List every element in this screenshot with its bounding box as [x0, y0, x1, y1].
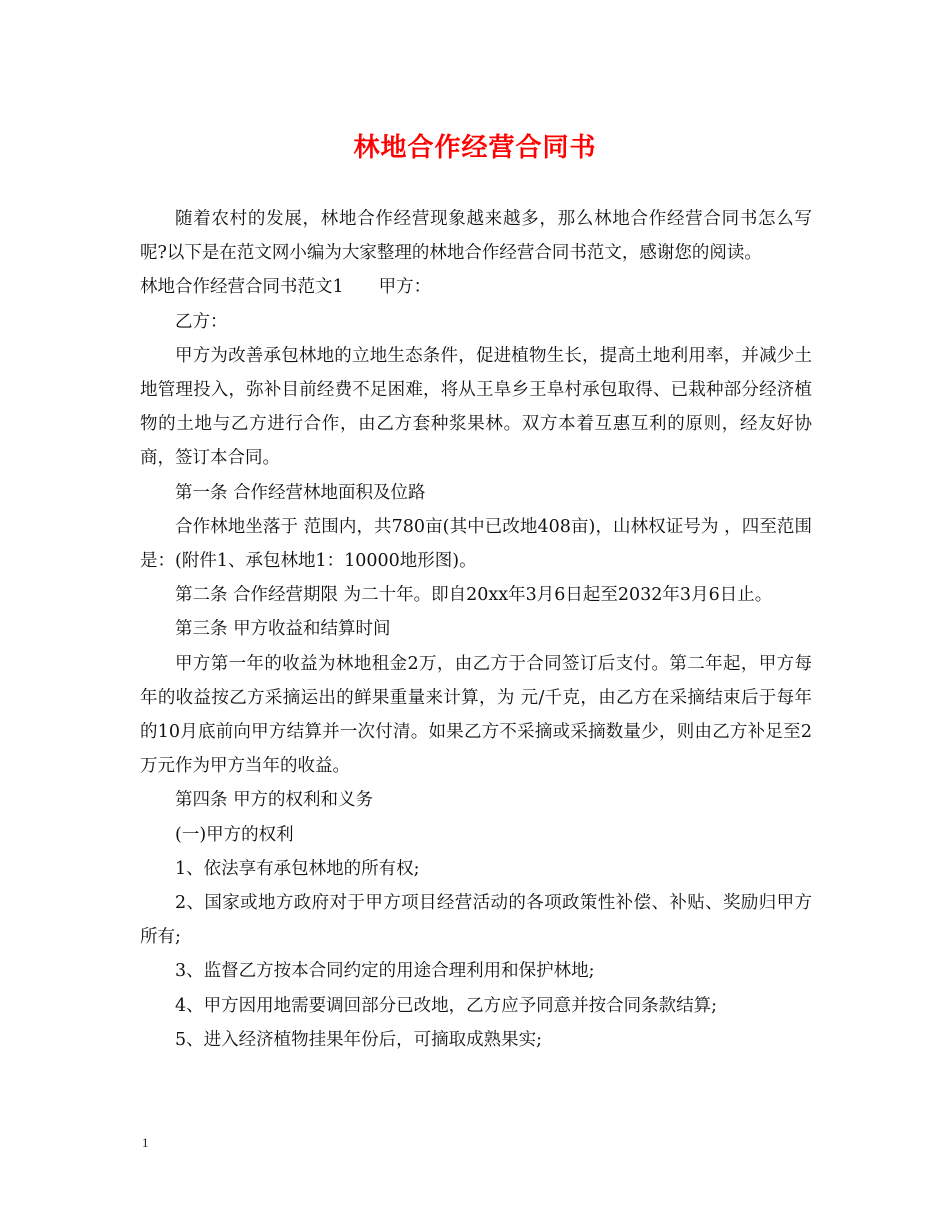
list-item: 1、依法享有承包林地的所有权; — [175, 858, 420, 879]
document-body — [140, 202, 812, 1057]
article-2-text: 第二条 合作经营期限 为二十年。即自20xx年3月6日起至2032年3月6日止。 — [175, 585, 773, 606]
article-1-heading: 第一条 合作经营林地面积及位路 — [175, 482, 426, 503]
article-3-text: 甲方第一年的收益为林地租金2万，由乙方于合同签订后支付。第二年起，甲方每年的收益按乙方采摘运出的鲜果重量来计算，为 元/千克，由乙方在采摘结束后于每年的10月底前向甲方结算并一次付清。如果乙方不采摘或采摘数量少，则由乙方补足至2万元作为甲方当年的收益。 — [140, 653, 812, 777]
document-title: 林地合作经营合同书 — [353, 133, 597, 163]
list-item: 4、甲方因用地需要调回部分已改地，乙方应予同意并按合同条款结算; — [175, 995, 718, 1016]
list-item: 2、国家或地方政府对于甲方项目经营活动的各项政策性补偿、补贴、奖励归甲方所有; — [140, 893, 812, 948]
party-b-line: 乙方： — [175, 311, 228, 332]
article-3-heading: 第三条 甲方收益和结算时间 — [175, 619, 391, 640]
sample-heading-party-a: 林地合作经营合同书范文1 甲方： — [140, 277, 432, 298]
article-4-heading: 第四条 甲方的权利和义务 — [175, 790, 374, 811]
article-1-text: 合作林地坐落于 范围内，共780亩(其中已改地408亩)，山林权证号为 ，四至范围是：(附件1、承包林地1：10000地形图)。 — [140, 516, 812, 572]
intro-paragraph: 随着农村的发展，林地合作经营现象越来越多，那么林地合作经营合同书怎么写呢?以下是在范文网小编为大家整理的林地合作经营合同书范文，感谢您的阅读。 — [140, 209, 812, 264]
page-number: 1 — [142, 1135, 149, 1150]
preamble-paragraph: 甲方为改善承包林地的立地生态条件，促进植物生长，提高土地利用率，并减少土地管理投入，弥补目前经费不足困难，将从王阜乡王阜村承包取得、已栽种部分经济植物的土地与乙方进行合作，由乙方套种浆果林。双方本着互惠互利的原则，经友好协商，签订本合同。 — [140, 345, 812, 469]
list-item: 3、监督乙方按本合同约定的用途合理利用和保护林地; — [175, 961, 595, 982]
list-item: 5、进入经济植物挂果年份后，可摘取成熟果实; — [175, 1029, 543, 1050]
rights-subheading: (一)甲方的权利 — [175, 824, 294, 845]
